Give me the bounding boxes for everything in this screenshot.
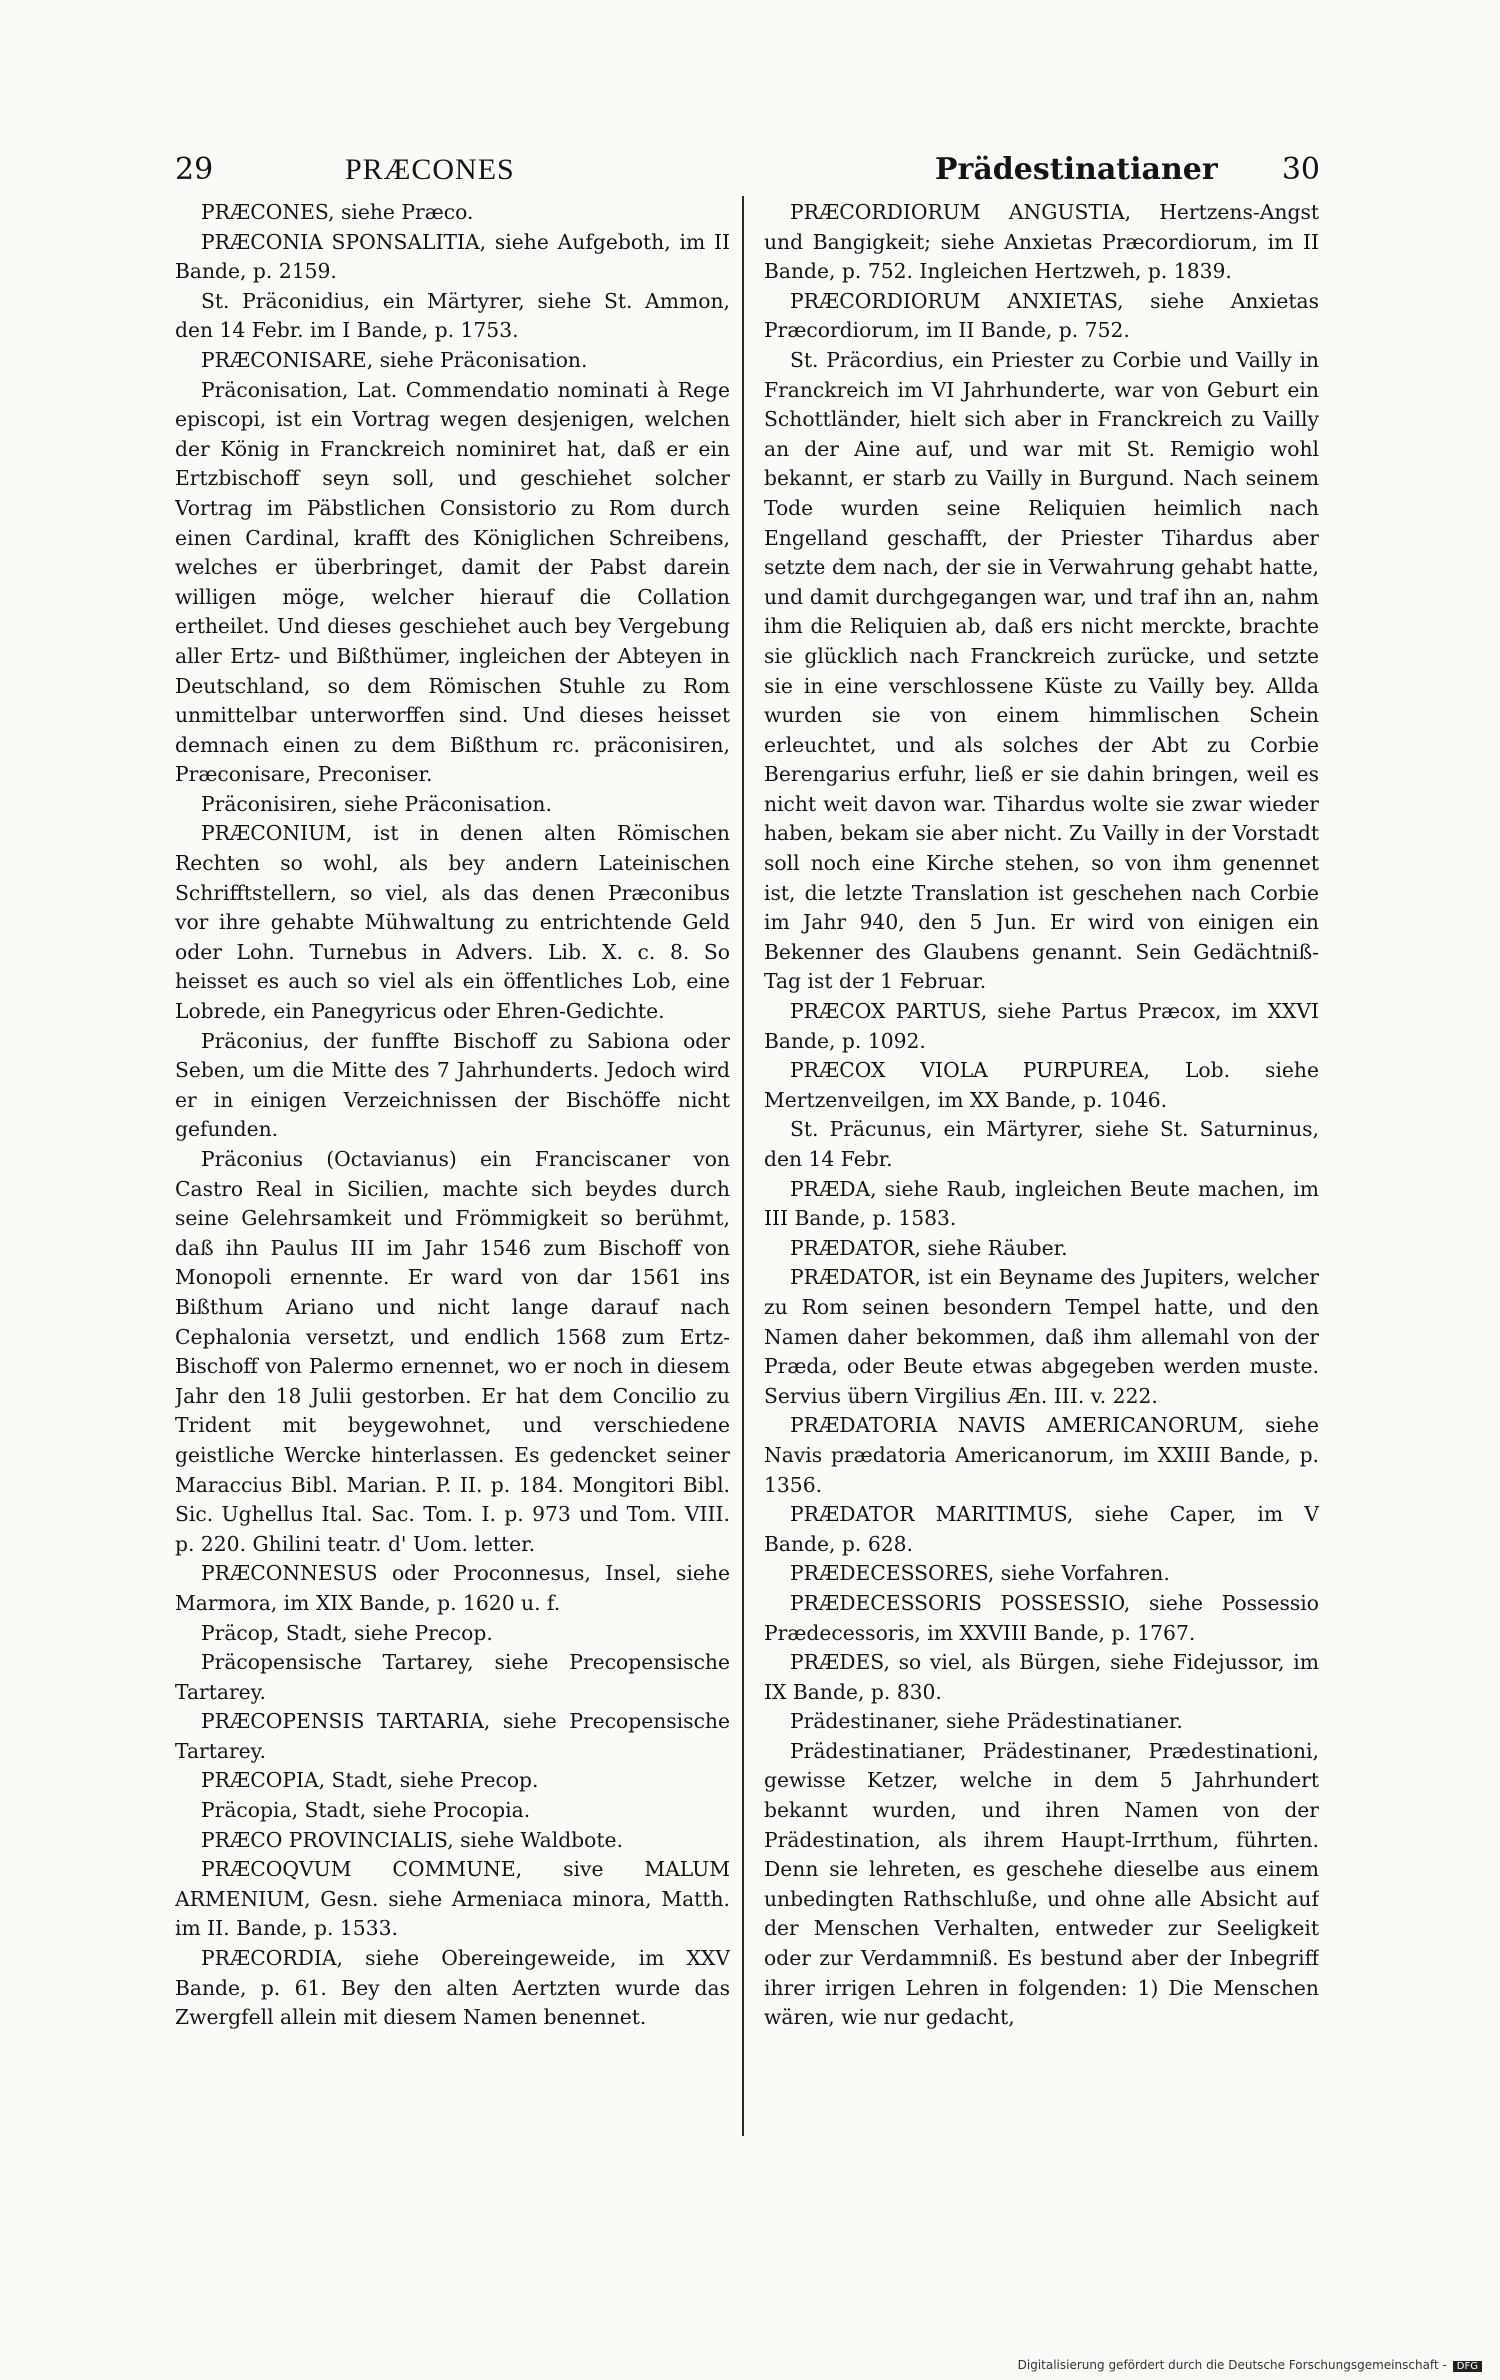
dfg-logo: DFG: [1453, 2361, 1482, 2372]
column-divider: [742, 196, 744, 2136]
entry: St. Präcordius, ein Priester zu Corbie und Vailly in Franckreich im VI Jahrhunderte, war von Geburt ein Schottländer, hielt sich aber in Franckreich zu Vailly an der Aine auf, und war mit St. Remigio wohl bekannt, er starb zu Vailly in Burgund. Nach seinem Tode wurden seine Reliquien heimlich nach Engelland geschafft, der Priester Tihardus aber setzte dem nach, der sie in Verwahrung gehabt hatte, und damit durchgegangen war, und traf ihn an, nahm ihm die Reliquien ab, daß ers nicht merckte, brachte sie glücklich nach Franckreich zurücke, und setzte sie in eine verschlossene Küste zu Vailly bey. Allda wurden sie von einem himmlischen Schein erleuchtet, und als solches der Abt zu Corbie Berengarius erfuhr, ließ er sie dahin bringen, weil es nicht weit davon war. Tihardus wolte sie zwar wieder haben, bekam sie aber nicht. Zu Vailly in der Vorstadt soll noch eine Kirche stehen, so von ihm genennet ist, die letzte Translation ist geschehen nach Corbie im Jahr 940, den 5 Jun. Er wird von einigen ein Bekenner des Glaubens genannt. Sein Gedächtniß-Tag ist der 1 Februar.: [764, 347, 1319, 994]
entry: Präcopensische Tartarey, siehe Precopensische Tartarey.: [175, 1650, 730, 1704]
entry: Präconius (Octavianus) ein Franciscaner von Castro Real in Sicilien, machte sich beydes durch seine Gelehrsamkeit und Frömmigkeit so berühmt, daß ihn Paulus III im Jahr 1546 zum Bischoff von Monopoli ernennte. Er ward von dar 1561 ins Bißthum Ariano und nicht lange darauf nach Cephalonia versetzt, und endlich 1568 zum Ertz-Bischoff von Palermo ernennet, wo er noch in diesem Jahr den 18 Julii gestorben. Er hat dem Concilio zu Trident mit beygewohnet, und verschiedene geistliche Wercke hinterlassen. Es gedencket seiner Maraccius Bibl. Marian. P. II. p. 184. Mongitori Bibl. Sic. Ughellus Ital. Sac. Tom. I. p. 973 und Tom. VIII. p. 220. Ghilini teatr. d' Uom. letter.: [175, 1147, 730, 1556]
entry: St. Präcunus, ein Märtyrer, siehe St. Saturninus, den 14 Febr.: [764, 1117, 1319, 1171]
entry: Prädestinatianer, Prädestinaner, Prædestinationi, gewisse Ketzer, welche in dem 5 Jahrhundert bekannt wurden, und ihren Namen von der Prädestination, als ihrem Haupt-Irrthum, führten. Denn sie lehreten, es geschehe dieselbe aus einem unbedingten Rathschluße, und ohne alle Absicht auf der Menschen Verhalten, entweder zur Seeligkeit oder zur Verdammniß. Es bestund aber der Inbegriff ihrer irrigen Lehren in folgenden: 1) Die Menschen wären, wie nur gedacht,: [764, 1738, 1319, 2030]
right-column: [764, 198, 1319, 2138]
entry: PRÆCOPENSIS TARTARIA, siehe Precopensische Tartarey.: [175, 1709, 730, 1763]
entry: PRÆCONISARE, siehe Präconisation.: [201, 347, 588, 372]
running-head-right: Prädestinatianer: [935, 152, 1218, 187]
entry: PRÆDATOR MARITIMUS, siehe Caper, im V Bande, p. 628.: [764, 1502, 1319, 1556]
entry: PRÆCONIA SPONSALITIA, siehe Aufgeboth, im II Bande, p. 2159.: [175, 229, 730, 284]
digitization-credit: [1018, 2358, 1482, 2372]
entry: PRÆCOX VIOLA PURPUREA, Lob. siehe Mertzenveilgen, im XX Bande, p. 1046.: [764, 1058, 1319, 1112]
left-column: [175, 198, 730, 2138]
running-head-left: PRÆCONES: [345, 153, 515, 186]
entry: Präcop, Stadt, siehe Precop.: [201, 1620, 493, 1645]
entry: Präcopia, Stadt, siehe Procopia.: [201, 1798, 531, 1823]
page-number-left: 29: [175, 152, 214, 187]
entry: PRÆDATORIA NAVIS AMERICANORUM, siehe Navis prædatoria Americanorum, im XXIII Bande, p. 1356.: [764, 1413, 1319, 1497]
page-number-right: 30: [1281, 152, 1320, 187]
entry: PRÆCOPIA, Stadt, siehe Precop.: [201, 1768, 539, 1793]
entry: PRÆDATOR, siehe Räuber.: [790, 1235, 1068, 1260]
entry: PRÆDATOR, ist ein Beyname des Jupiters, welcher zu Rom seinen besondern Tempel hatte, und den Namen daher bekommen, daß ihm allemahl von der Præda, oder Beute etwas abgegeben werden muste. Servius übern Virgilius Æn. III. v. 222.: [764, 1265, 1319, 1408]
entry: PRÆDA, siehe Raub, ingleichen Beute machen, im III Bande, p. 1583.: [764, 1176, 1319, 1231]
entry: PRÆDECESSORIS POSSESSIO, siehe Possessio Prædecessoris, im XXVIII Bande, p. 1767.: [764, 1590, 1319, 1645]
entry: PRÆCONIUM, ist in denen alten Römischen Rechten so wohl, als bey andern Lateinischen Schrifftstellern, so viel, als das denen Præconibus vor ihre gehabte Mühwaltung zu entrichtende Geld oder Lohn. Turnebus in Advers. Lib. X. c. 8. So heisset es auch so viel als ein öffentliches Lob, eine Lobrede, ein Panegyricus oder Ehren-Gedichte.: [175, 821, 730, 1024]
entry: PRÆCOQVUM COMMUNE, sive MALUM ARMENIUM, Gesn. siehe Armeniaca minora, Matth. im II. Bande, p. 1533.: [175, 1857, 730, 1941]
page-header: [175, 150, 1320, 198]
entry: Präconisation, Lat. Commendatio nominati à Rege episcopi, ist ein Vortrag wegen desjenigen, welchen der König in Franckreich nominiret hat, daß er ein Ertzbischoff seyn soll, und geschiehet solcher Vortrag im Päbstlichen Consistorio zu Rom durch einen Cardinal, krafft des Königlichen Schreibens, welches er überbringet, damit der Pabst darein willigen möge, welcher hierauf die Collation ertheilet. Und dieses geschiehet auch bey Vergebung aller Ertz- und Bißthümer, ingleichen der Abteyen in Deutschland, so dem Römischen Stuhle zu Rom unmittelbar unterworffen sind. Und dieses heisset demnach einen zu dem Bißthum rc. präconisiren, Præconisare, Preconiser.: [175, 377, 730, 787]
entry: PRÆDES, so viel, als Bürgen, siehe Fidejussor, im IX Bande, p. 830.: [764, 1650, 1319, 1704]
entry: PRÆCORDIA, siehe Obereingeweide, im XXV Bande, p. 61. Bey den alten Aertzten wurde das Zwergfell allein mit diesem Namen benennet.: [175, 1946, 730, 2030]
entry: Präconius, der funffte Bischoff zu Sabiona oder Seben, um die Mitte des 7 Jahrhunderts. Jedoch wird er in einigen Verzeichnissen der Bischöffe nicht gefunden.: [175, 1028, 730, 1142]
entry: PRÆCONES, siehe Præco.: [201, 200, 474, 224]
credit-text: Digitalisierung gefördert durch die Deutsche Forschungsgemeinschaft -: [1017, 2358, 1447, 2372]
entry: St. Präconidius, ein Märtyrer, siehe St. Ammon, den 14 Febr. im I Bande, p. 1753.: [175, 288, 730, 343]
entry: PRÆCONNESUS oder Proconnesus, Insel, siehe Marmora, im XIX Bande, p. 1620 u. f.: [175, 1561, 730, 1615]
entry: PRÆCO PROVINCIALIS, siehe Waldbote.: [201, 1827, 623, 1852]
entry: PRÆCORDIORUM ANGUSTIA, Hertzens-Angst und Bangigkeit; siehe Anxietas Præcordiorum, im II Bande, p. 752. Ingleichen Hertzweh, p. 1839.: [764, 200, 1319, 284]
entry: PRÆDECESSORES, siehe Vorfahren.: [790, 1561, 1170, 1586]
entry: Prädestinaner, siehe Prädestinatianer.: [790, 1709, 1183, 1734]
entry: Präconisiren, siehe Präconisation.: [201, 791, 552, 816]
entry: PRÆCORDIORUM ANXIETAS, siehe Anxietas Præcordiorum, im II Bande, p. 752.: [764, 288, 1319, 343]
entry: PRÆCOX PARTUS, siehe Partus Præcox, im XXVI Bande, p. 1092.: [764, 999, 1319, 1053]
